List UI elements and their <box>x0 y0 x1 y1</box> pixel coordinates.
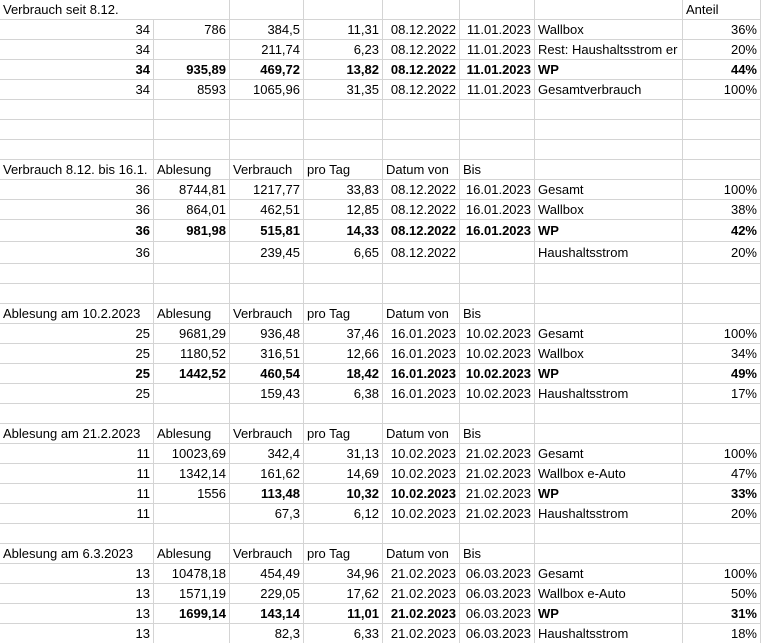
cell-col-f[interactable] <box>460 284 535 303</box>
cell-col-c[interactable]: Verbrauch <box>230 424 304 443</box>
cell-col-a[interactable]: 25 <box>0 324 154 343</box>
cell-col-d[interactable] <box>304 100 383 119</box>
cell-col-h[interactable]: 33% <box>683 484 761 503</box>
cell-col-g[interactable]: Wallbox <box>535 344 683 363</box>
cell-col-a[interactable] <box>0 524 154 543</box>
cell-col-h[interactable]: 50% <box>683 584 761 603</box>
cell-col-a[interactable] <box>0 264 154 283</box>
cell-col-b[interactable]: Ablesung <box>154 424 230 443</box>
sheet-row <box>0 60 761 80</box>
cell-col-g[interactable]: WP <box>535 364 683 383</box>
cell-col-d[interactable]: pro Tag <box>304 424 383 443</box>
cell-col-h[interactable]: 20% <box>683 504 761 523</box>
cell-col-g[interactable]: Gesamt <box>535 564 683 583</box>
sheet-row <box>0 404 761 424</box>
sheet-row <box>0 424 761 444</box>
cell-col-e[interactable]: 08.12.2022 <box>383 180 460 199</box>
cell-col-a[interactable] <box>0 100 154 119</box>
cell-col-h[interactable] <box>683 304 761 323</box>
cell-col-a[interactable]: Ablesung am 10.2.2023 <box>0 304 154 323</box>
cell-col-f[interactable] <box>460 120 535 139</box>
cell-col-f[interactable]: 06.03.2023 <box>460 604 535 623</box>
sheet-row <box>0 0 761 20</box>
cell-col-h[interactable]: 100% <box>683 180 761 199</box>
cell-col-b[interactable]: Ablesung <box>154 544 230 563</box>
sheet-row <box>0 524 761 544</box>
cell-col-d[interactable]: 34,96 <box>304 564 383 583</box>
cell-col-d[interactable] <box>304 0 383 19</box>
cell-col-b[interactable]: 935,89 <box>154 60 230 79</box>
sheet-row <box>0 304 761 324</box>
cell-col-g[interactable] <box>535 100 683 119</box>
cell-col-d[interactable] <box>304 524 383 543</box>
sheet-row <box>0 384 761 404</box>
sheet-row <box>0 324 761 344</box>
cell-col-h[interactable] <box>683 524 761 543</box>
cell-col-f[interactable]: 16.01.2023 <box>460 200 535 219</box>
cell-col-d[interactable]: pro Tag <box>304 544 383 563</box>
cell-col-a[interactable]: 25 <box>0 364 154 383</box>
cell-col-b[interactable]: 8593 <box>154 80 230 99</box>
cell-col-b[interactable]: 786 <box>154 20 230 39</box>
cell-col-e[interactable]: 08.12.2022 <box>383 80 460 99</box>
cell-col-f[interactable]: Bis <box>460 160 535 179</box>
cell-col-b[interactable]: 9681,29 <box>154 324 230 343</box>
cell-col-g[interactable] <box>535 140 683 159</box>
cell-col-d[interactable]: 31,13 <box>304 444 383 463</box>
cell-col-c[interactable]: 342,4 <box>230 444 304 463</box>
cell-col-b[interactable] <box>154 284 230 303</box>
cell-col-h[interactable] <box>683 544 761 563</box>
cell-col-h[interactable] <box>683 160 761 179</box>
cell-col-b[interactable]: 10023,69 <box>154 444 230 463</box>
cell-col-f[interactable] <box>460 140 535 159</box>
cell-col-a[interactable]: 34 <box>0 80 154 99</box>
cell-col-a[interactable]: 11 <box>0 444 154 463</box>
sheet-row <box>0 364 761 384</box>
cell-col-d[interactable]: 12,85 <box>304 200 383 219</box>
sheet-row <box>0 584 761 604</box>
cell-col-h[interactable]: 17% <box>683 384 761 403</box>
cell-col-c[interactable]: 515,81 <box>230 220 304 241</box>
cell-col-f[interactable]: 21.02.2023 <box>460 444 535 463</box>
cell-col-b[interactable] <box>154 100 230 119</box>
cell-col-b[interactable]: 981,98 <box>154 220 230 241</box>
sheet-row <box>0 544 761 564</box>
cell-col-b[interactable]: 8744,81 <box>154 180 230 199</box>
cell-col-h[interactable]: 100% <box>683 444 761 463</box>
cell-col-d[interactable] <box>304 264 383 283</box>
cell-col-c[interactable]: 384,5 <box>230 20 304 39</box>
sheet-row <box>0 484 761 504</box>
cell-col-d[interactable] <box>304 140 383 159</box>
sheet-row <box>0 200 761 220</box>
cell-col-b[interactable]: 1180,52 <box>154 344 230 363</box>
sheet-row <box>0 242 761 264</box>
cell-col-d[interactable]: pro Tag <box>304 160 383 179</box>
cell-col-e[interactable]: 08.12.2022 <box>383 220 460 241</box>
cell-col-c[interactable]: Verbrauch <box>230 304 304 323</box>
cell-col-f[interactable] <box>460 264 535 283</box>
cell-col-g[interactable]: Wallbox <box>535 20 683 39</box>
cell-col-b[interactable]: Ablesung <box>154 160 230 179</box>
cell-col-g[interactable]: Gesamt <box>535 324 683 343</box>
cell-col-h[interactable]: 42% <box>683 220 761 241</box>
cell-col-h[interactable]: 20% <box>683 242 761 263</box>
cell-col-f[interactable]: 16.01.2023 <box>460 220 535 241</box>
cell-col-f[interactable]: 10.02.2023 <box>460 364 535 383</box>
cell-col-e[interactable] <box>383 284 460 303</box>
cell-col-c[interactable] <box>230 404 304 423</box>
cell-col-f[interactable]: 21.02.2023 <box>460 464 535 483</box>
cell-col-e[interactable]: 10.02.2023 <box>383 464 460 483</box>
cell-col-a[interactable]: 36 <box>0 220 154 241</box>
cell-col-h[interactable] <box>683 140 761 159</box>
cell-col-c[interactable] <box>230 264 304 283</box>
cell-col-e[interactable] <box>383 140 460 159</box>
cell-col-h[interactable]: 18% <box>683 624 761 643</box>
cell-col-a[interactable]: 25 <box>0 384 154 403</box>
cell-col-d[interactable]: 11,01 <box>304 604 383 623</box>
cell-col-g[interactable]: Haushaltsstrom <box>535 624 683 643</box>
cell-col-g[interactable]: Haushaltsstrom <box>535 242 683 263</box>
cell-col-g[interactable]: Gesamt <box>535 180 683 199</box>
cell-col-h[interactable]: 100% <box>683 324 761 343</box>
cell-col-c[interactable]: 159,43 <box>230 384 304 403</box>
sheet-row <box>0 564 761 584</box>
cell-col-h[interactable]: 38% <box>683 200 761 219</box>
cell-col-b[interactable] <box>154 40 230 59</box>
cell-col-d[interactable] <box>304 404 383 423</box>
cell-col-e[interactable]: 21.02.2023 <box>383 624 460 643</box>
cell-col-d[interactable]: 6,33 <box>304 624 383 643</box>
sheet-row <box>0 464 761 484</box>
cell-col-d[interactable]: 37,46 <box>304 324 383 343</box>
cell-col-e[interactable]: 08.12.2022 <box>383 242 460 263</box>
cell-col-c[interactable]: 936,48 <box>230 324 304 343</box>
cell-col-e[interactable]: 21.02.2023 <box>383 584 460 603</box>
sheet-row <box>0 284 761 304</box>
cell-col-c[interactable]: 462,51 <box>230 200 304 219</box>
cell-col-h[interactable] <box>683 100 761 119</box>
cell-col-g[interactable]: Haushaltsstrom <box>535 384 683 403</box>
cell-col-d[interactable]: 13,82 <box>304 60 383 79</box>
cell-col-b[interactable]: Ablesung <box>154 304 230 323</box>
cell-col-d[interactable]: pro Tag <box>304 304 383 323</box>
cell-col-f[interactable]: 06.03.2023 <box>460 564 535 583</box>
cell-col-b[interactable] <box>154 140 230 159</box>
cell-col-e[interactable]: 08.12.2022 <box>383 40 460 59</box>
cell-col-d[interactable]: 33,83 <box>304 180 383 199</box>
cell-col-g[interactable]: WP <box>535 484 683 503</box>
cell-col-g[interactable] <box>535 284 683 303</box>
cell-col-g[interactable] <box>535 544 683 563</box>
sheet-row <box>0 180 761 200</box>
cell-col-e[interactable] <box>383 264 460 283</box>
cell-col-g[interactable]: Wallbox e-Auto <box>535 464 683 483</box>
cell-col-c[interactable]: Verbrauch <box>230 160 304 179</box>
sheet-row <box>0 444 761 464</box>
cell-col-d[interactable]: 18,42 <box>304 364 383 383</box>
cell-col-f[interactable]: 11.01.2023 <box>460 80 535 99</box>
cell-col-f[interactable]: 06.03.2023 <box>460 584 535 603</box>
cell-col-e[interactable]: 08.12.2022 <box>383 20 460 39</box>
cell-col-c[interactable] <box>230 524 304 543</box>
cell-col-c[interactable]: 460,54 <box>230 364 304 383</box>
cell-col-h[interactable]: 36% <box>683 20 761 39</box>
cell-col-g[interactable]: Wallbox <box>535 200 683 219</box>
cell-col-c[interactable]: 1065,96 <box>230 80 304 99</box>
sheet-row <box>0 344 761 364</box>
cell-col-a[interactable]: 34 <box>0 20 154 39</box>
sheet-row <box>0 120 761 140</box>
cell-col-e[interactable]: 08.12.2022 <box>383 60 460 79</box>
cell-col-g[interactable]: Wallbox e-Auto <box>535 584 683 603</box>
cell-col-e[interactable]: 16.01.2023 <box>383 384 460 403</box>
cell-col-h[interactable]: 31% <box>683 604 761 623</box>
cell-col-c[interactable]: 239,45 <box>230 242 304 263</box>
cell-col-b[interactable] <box>154 264 230 283</box>
cell-col-h[interactable]: 20% <box>683 40 761 59</box>
cell-col-f[interactable] <box>460 242 535 263</box>
cell-col-f[interactable]: Bis <box>460 424 535 443</box>
cell-col-e[interactable] <box>383 524 460 543</box>
cell-col-a[interactable]: 36 <box>0 200 154 219</box>
cell-col-d[interactable]: 10,32 <box>304 484 383 503</box>
cell-col-c[interactable]: 113,48 <box>230 484 304 503</box>
cell-col-e[interactable]: 16.01.2023 <box>383 324 460 343</box>
cell-col-e[interactable]: 10.02.2023 <box>383 504 460 523</box>
cell-col-d[interactable]: 6,65 <box>304 242 383 263</box>
cell-col-a[interactable]: Verbrauch 8.12. bis 16.1. <box>0 160 154 179</box>
cell-col-b[interactable] <box>154 384 230 403</box>
cell-col-d[interactable] <box>304 120 383 139</box>
cell-col-g[interactable]: Gesamt <box>535 444 683 463</box>
cell-col-e[interactable]: Datum von <box>383 304 460 323</box>
cell-col-f[interactable] <box>460 404 535 423</box>
cell-col-f[interactable]: 10.02.2023 <box>460 344 535 363</box>
cell-col-f[interactable]: 21.02.2023 <box>460 504 535 523</box>
cell-col-e[interactable]: 10.02.2023 <box>383 484 460 503</box>
cell-col-a[interactable]: 36 <box>0 180 154 199</box>
cell-col-f[interactable]: 11.01.2023 <box>460 20 535 39</box>
cell-col-g[interactable] <box>535 424 683 443</box>
cell-col-b[interactable]: 10478,18 <box>154 564 230 583</box>
sheet-row <box>0 220 761 242</box>
cell-col-h[interactable] <box>683 284 761 303</box>
cell-col-h[interactable] <box>683 404 761 423</box>
cell-col-f[interactable] <box>460 100 535 119</box>
sheet-row <box>0 504 761 524</box>
cell-col-c[interactable] <box>230 120 304 139</box>
sheet-row <box>0 20 761 40</box>
sheet-row <box>0 100 761 120</box>
cell-col-a[interactable]: 11 <box>0 464 154 483</box>
cell-col-e[interactable]: 21.02.2023 <box>383 604 460 623</box>
cell-col-b[interactable] <box>154 120 230 139</box>
cell-col-b[interactable] <box>154 242 230 263</box>
cell-col-b[interactable] <box>154 624 230 643</box>
cell-col-b[interactable]: 864,01 <box>154 200 230 219</box>
cell-col-b[interactable] <box>154 404 230 423</box>
cell-col-g[interactable] <box>535 264 683 283</box>
cell-col-c[interactable]: 211,74 <box>230 40 304 59</box>
cell-col-c[interactable]: 316,51 <box>230 344 304 363</box>
cell-col-c[interactable]: 454,49 <box>230 564 304 583</box>
cell-col-h[interactable]: 100% <box>683 564 761 583</box>
cell-col-a[interactable] <box>0 120 154 139</box>
sheet-row <box>0 80 761 100</box>
sheet-row <box>0 624 761 643</box>
cell-col-h[interactable]: 44% <box>683 60 761 79</box>
cell-col-d[interactable]: 6,38 <box>304 384 383 403</box>
cell-col-e[interactable]: 21.02.2023 <box>383 564 460 583</box>
cell-col-d[interactable]: 11,31 <box>304 20 383 39</box>
cell-col-g[interactable] <box>535 404 683 423</box>
cell-col-a[interactable]: 13 <box>0 584 154 603</box>
cell-col-g[interactable]: Gesamtverbrauch <box>535 80 683 99</box>
cell-col-d[interactable]: 31,35 <box>304 80 383 99</box>
cell-col-g[interactable] <box>535 0 683 19</box>
cell-col-b[interactable]: 1699,14 <box>154 604 230 623</box>
cell-col-c[interactable] <box>230 140 304 159</box>
cell-col-e[interactable]: 10.02.2023 <box>383 444 460 463</box>
cell-col-a[interactable]: 25 <box>0 344 154 363</box>
cell-col-b[interactable] <box>154 524 230 543</box>
cell-col-c[interactable]: 67,3 <box>230 504 304 523</box>
cell-col-f[interactable]: 21.02.2023 <box>460 484 535 503</box>
sheet-row <box>0 160 761 180</box>
cell-col-h[interactable]: 47% <box>683 464 761 483</box>
cell-col-a[interactable]: Ablesung am 21.2.2023 <box>0 424 154 443</box>
cell-col-g[interactable] <box>535 524 683 543</box>
cell-col-h[interactable]: 49% <box>683 364 761 383</box>
cell-col-g[interactable] <box>535 304 683 323</box>
cell-col-e[interactable]: Datum von <box>383 424 460 443</box>
cell-col-b[interactable]: 1556 <box>154 484 230 503</box>
cell-col-a[interactable]: 13 <box>0 624 154 643</box>
cell-col-g[interactable]: WP <box>535 220 683 241</box>
cell-col-c[interactable]: 143,14 <box>230 604 304 623</box>
cell-col-f[interactable]: 16.01.2023 <box>460 180 535 199</box>
cell-col-g[interactable]: Haushaltsstrom <box>535 504 683 523</box>
cell-col-h[interactable]: Anteil <box>683 0 761 19</box>
cell-col-g[interactable]: WP <box>535 604 683 623</box>
cell-col-h[interactable] <box>683 120 761 139</box>
cell-col-e[interactable]: 16.01.2023 <box>383 364 460 383</box>
cell-col-c[interactable]: 1217,77 <box>230 180 304 199</box>
cell-col-b[interactable]: 1442,52 <box>154 364 230 383</box>
cell-col-e[interactable] <box>383 404 460 423</box>
cell-col-c[interactable]: Verbrauch <box>230 544 304 563</box>
cell-col-h[interactable]: 100% <box>683 80 761 99</box>
sheet-row <box>0 40 761 60</box>
cell-col-a[interactable]: 34 <box>0 60 154 79</box>
cell-col-c[interactable] <box>230 284 304 303</box>
cell-col-c[interactable]: 161,62 <box>230 464 304 483</box>
cell-col-a[interactable] <box>0 140 154 159</box>
sheet-row <box>0 264 761 284</box>
cell-col-a[interactable]: 11 <box>0 484 154 503</box>
cell-col-e[interactable] <box>383 100 460 119</box>
cell-col-d[interactable] <box>304 284 383 303</box>
cell-col-e[interactable]: 08.12.2022 <box>383 200 460 219</box>
cell-col-d[interactable]: 14,69 <box>304 464 383 483</box>
cell-col-f[interactable]: Bis <box>460 304 535 323</box>
cell-col-f[interactable]: 06.03.2023 <box>460 624 535 643</box>
cell-col-f[interactable]: 11.01.2023 <box>460 40 535 59</box>
cell-col-a[interactable]: 11 <box>0 504 154 523</box>
cell-col-d[interactable]: 17,62 <box>304 584 383 603</box>
cell-col-a[interactable]: Ablesung am 6.3.2023 <box>0 544 154 563</box>
cell-col-f[interactable] <box>460 0 535 19</box>
cell-col-c[interactable]: 82,3 <box>230 624 304 643</box>
cell-col-a[interactable] <box>0 404 154 423</box>
cell-col-f[interactable]: 10.02.2023 <box>460 324 535 343</box>
sheet-row <box>0 604 761 624</box>
cell-col-f[interactable]: 11.01.2023 <box>460 60 535 79</box>
cell-col-h[interactable] <box>683 424 761 443</box>
cell-col-c[interactable]: 469,72 <box>230 60 304 79</box>
cell-col-a[interactable]: 36 <box>0 242 154 263</box>
cell-col-a[interactable]: 13 <box>0 564 154 583</box>
cell-col-a[interactable]: 34 <box>0 40 154 59</box>
cell-col-h[interactable] <box>683 264 761 283</box>
cell-col-d[interactable]: 6,12 <box>304 504 383 523</box>
cell-col-e[interactable]: Datum von <box>383 544 460 563</box>
cell-col-c[interactable] <box>230 100 304 119</box>
cell-col-a[interactable]: 13 <box>0 604 154 623</box>
cell-col-b[interactable]: 1342,14 <box>154 464 230 483</box>
cell-col-e[interactable] <box>383 120 460 139</box>
cell-col-b[interactable]: 1571,19 <box>154 584 230 603</box>
sheet-row <box>0 140 761 160</box>
cell-col-a[interactable] <box>0 284 154 303</box>
cell-col-f[interactable] <box>460 524 535 543</box>
cell-col-e[interactable] <box>383 0 460 19</box>
cell-col-g[interactable] <box>535 120 683 139</box>
cell-col-h[interactable]: 34% <box>683 344 761 363</box>
cell-col-g[interactable]: Rest: Haushaltsstrom er <box>535 40 683 59</box>
cell-col-e[interactable]: Datum von <box>383 160 460 179</box>
cell-col-g[interactable]: WP <box>535 60 683 79</box>
cell-col-c[interactable]: 229,05 <box>230 584 304 603</box>
cell-col-g[interactable] <box>535 160 683 179</box>
cell-col-b[interactable] <box>154 504 230 523</box>
cell-col-d[interactable]: 6,23 <box>304 40 383 59</box>
cell-col-a[interactable]: Verbrauch seit 8.12. <box>3 2 119 17</box>
cell-col-f[interactable]: Bis <box>460 544 535 563</box>
cell-col-e[interactable]: 16.01.2023 <box>383 344 460 363</box>
cell-col-d[interactable]: 12,66 <box>304 344 383 363</box>
cell-col-d[interactable]: 14,33 <box>304 220 383 241</box>
cell-col-f[interactable]: 10.02.2023 <box>460 384 535 403</box>
